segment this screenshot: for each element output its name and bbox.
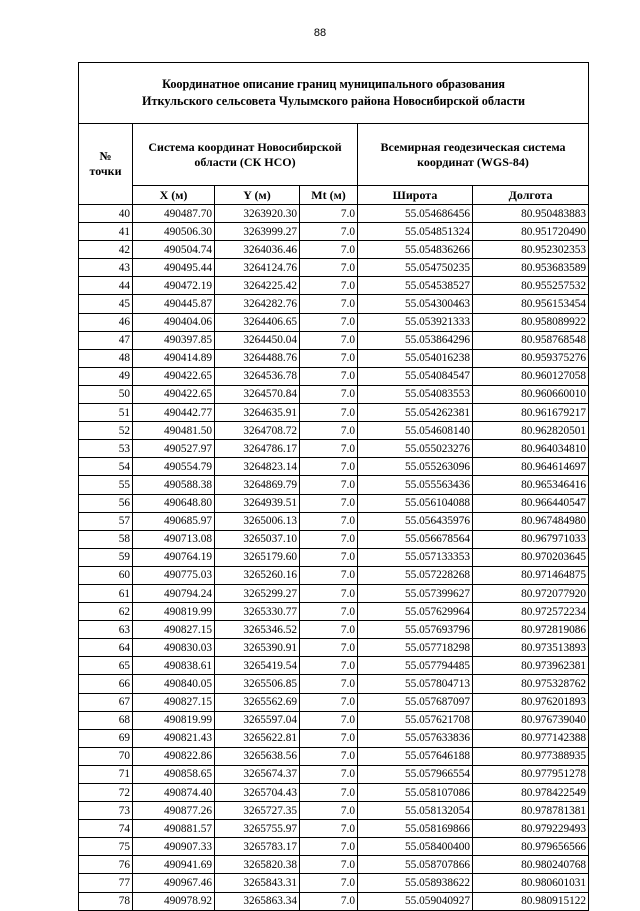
cell-point-number: 71 — [79, 765, 133, 783]
cell-latitude: 55.057399627 — [358, 584, 473, 602]
cell-point-number: 48 — [79, 349, 133, 367]
cell-latitude: 55.057687097 — [358, 693, 473, 711]
header-mt: Mt (м) — [300, 186, 358, 205]
cell-latitude: 55.058107086 — [358, 784, 473, 802]
cell-y: 3264282.76 — [215, 295, 300, 313]
cell-x: 490874.40 — [133, 784, 215, 802]
cell-x: 490442.77 — [133, 404, 215, 422]
table-row — [79, 295, 589, 313]
cell-latitude: 55.054084547 — [358, 367, 473, 385]
cell-longitude: 80.978422549 — [473, 784, 589, 802]
cell-y: 3265179.60 — [215, 548, 300, 566]
cell-y: 3265622.81 — [215, 729, 300, 747]
cell-mt: 7.0 — [300, 892, 358, 910]
cell-point-number: 58 — [79, 530, 133, 548]
table-row — [79, 349, 589, 367]
cell-latitude: 55.057718298 — [358, 639, 473, 657]
cell-latitude: 55.055023276 — [358, 440, 473, 458]
cell-x: 490877.26 — [133, 802, 215, 820]
cell-x: 490858.65 — [133, 765, 215, 783]
cell-y: 3264786.17 — [215, 440, 300, 458]
table-row — [79, 874, 589, 892]
cell-point-number: 72 — [79, 784, 133, 802]
cell-longitude: 80.966440547 — [473, 494, 589, 512]
cell-x: 490821.43 — [133, 729, 215, 747]
title-line-2: Иткульского сельсовета Чулымского района Новосибирской области — [142, 94, 526, 108]
table-row — [79, 765, 589, 783]
table-row — [79, 331, 589, 349]
cell-x: 490527.97 — [133, 440, 215, 458]
cell-longitude: 80.972572234 — [473, 603, 589, 621]
cell-point-number: 53 — [79, 440, 133, 458]
cell-x: 490907.33 — [133, 838, 215, 856]
cell-point-number: 50 — [79, 385, 133, 403]
cell-point-number: 76 — [79, 856, 133, 874]
table-row — [79, 440, 589, 458]
header-wgs-line-1: Всемирная геодезическая система — [380, 139, 566, 154]
cell-point-number: 57 — [79, 512, 133, 530]
cell-latitude: 55.057633836 — [358, 729, 473, 747]
cell-longitude: 80.970203645 — [473, 548, 589, 566]
cell-mt: 7.0 — [300, 241, 358, 259]
cell-latitude: 55.056104088 — [358, 494, 473, 512]
title-line-1: Координатное описание границ муниципального образования — [162, 77, 505, 91]
page-number: 88 — [313, 27, 327, 39]
cell-latitude: 55.058132054 — [358, 802, 473, 820]
cell-x: 490685.97 — [133, 512, 215, 530]
table-row — [79, 259, 589, 277]
cell-mt: 7.0 — [300, 422, 358, 440]
cell-mt: 7.0 — [300, 657, 358, 675]
cell-point-number: 77 — [79, 874, 133, 892]
cell-longitude: 80.959375276 — [473, 349, 589, 367]
cell-point-number: 49 — [79, 367, 133, 385]
table-row — [79, 675, 589, 693]
cell-latitude: 55.058707866 — [358, 856, 473, 874]
table-row — [79, 566, 589, 584]
cell-latitude: 55.056678564 — [358, 530, 473, 548]
cell-y: 3264406.65 — [215, 313, 300, 331]
cell-mt: 7.0 — [300, 747, 358, 765]
cell-latitude: 55.057621708 — [358, 711, 473, 729]
cell-point-number: 44 — [79, 277, 133, 295]
table-row — [79, 729, 589, 747]
cell-y: 3264225.42 — [215, 277, 300, 295]
cell-x: 490588.38 — [133, 476, 215, 494]
table-row — [79, 693, 589, 711]
header-local-line-1: Система координат Новосибирской — [148, 139, 342, 154]
cell-x: 490827.15 — [133, 693, 215, 711]
cell-latitude: 55.054083553 — [358, 385, 473, 403]
cell-longitude: 80.952302353 — [473, 241, 589, 259]
cell-y: 3264635.91 — [215, 404, 300, 422]
cell-longitude: 80.980915122 — [473, 892, 589, 910]
cell-longitude: 80.977388935 — [473, 747, 589, 765]
cell-longitude: 80.977142388 — [473, 729, 589, 747]
cell-longitude: 80.973962381 — [473, 657, 589, 675]
cell-mt: 7.0 — [300, 494, 358, 512]
cell-mt: 7.0 — [300, 205, 358, 223]
cell-point-number: 40 — [79, 205, 133, 223]
table-row — [79, 404, 589, 422]
cell-latitude: 55.058400400 — [358, 838, 473, 856]
cell-mt: 7.0 — [300, 530, 358, 548]
cell-point-number: 55 — [79, 476, 133, 494]
cell-x: 490422.65 — [133, 367, 215, 385]
header-point-word: точки — [89, 164, 122, 178]
cell-mt: 7.0 — [300, 385, 358, 403]
table-row — [79, 422, 589, 440]
cell-x: 490397.85 — [133, 331, 215, 349]
cell-longitude: 80.956153454 — [473, 295, 589, 313]
cell-y: 3265299.27 — [215, 584, 300, 602]
cell-latitude: 55.054300463 — [358, 295, 473, 313]
header-local-system — [133, 124, 358, 186]
cell-longitude: 80.967484980 — [473, 512, 589, 530]
cell-x: 490775.03 — [133, 566, 215, 584]
cell-x: 490481.50 — [133, 422, 215, 440]
cell-mt: 7.0 — [300, 874, 358, 892]
table-row — [79, 856, 589, 874]
cell-mt: 7.0 — [300, 711, 358, 729]
cell-x: 490504.74 — [133, 241, 215, 259]
table-row — [79, 784, 589, 802]
cell-latitude: 55.057804713 — [358, 675, 473, 693]
cell-x: 490978.92 — [133, 892, 215, 910]
cell-longitude: 80.964034810 — [473, 440, 589, 458]
cell-point-number: 43 — [79, 259, 133, 277]
cell-y: 3265820.38 — [215, 856, 300, 874]
cell-x: 490487.70 — [133, 205, 215, 223]
table-row — [79, 313, 589, 331]
header-longitude: Долгота — [473, 186, 589, 205]
cell-x: 490554.79 — [133, 458, 215, 476]
cell-y: 3265638.56 — [215, 747, 300, 765]
cell-mt: 7.0 — [300, 765, 358, 783]
cell-latitude: 55.057133353 — [358, 548, 473, 566]
cell-y: 3264124.76 — [215, 259, 300, 277]
table-row — [79, 277, 589, 295]
cell-x: 490941.69 — [133, 856, 215, 874]
table-row — [79, 530, 589, 548]
table-row — [79, 458, 589, 476]
cell-longitude: 80.979229493 — [473, 820, 589, 838]
cell-y: 3265597.04 — [215, 711, 300, 729]
table-row — [79, 385, 589, 403]
cell-mt: 7.0 — [300, 349, 358, 367]
cell-longitude: 80.951720490 — [473, 223, 589, 241]
cell-y: 3263920.30 — [215, 205, 300, 223]
cell-x: 490827.15 — [133, 621, 215, 639]
cell-latitude: 55.053864296 — [358, 331, 473, 349]
cell-x: 490830.03 — [133, 639, 215, 657]
header-point-symbol: № — [99, 149, 112, 163]
cell-y: 3265863.34 — [215, 892, 300, 910]
cell-mt: 7.0 — [300, 295, 358, 313]
cell-longitude: 80.960127058 — [473, 367, 589, 385]
cell-longitude: 80.961679217 — [473, 404, 589, 422]
cell-longitude: 80.979656566 — [473, 838, 589, 856]
cell-point-number: 62 — [79, 603, 133, 621]
cell-y: 3265390.91 — [215, 639, 300, 657]
cell-longitude: 80.976201893 — [473, 693, 589, 711]
cell-y: 3264570.84 — [215, 385, 300, 403]
cell-point-number: 67 — [79, 693, 133, 711]
cell-point-number: 41 — [79, 223, 133, 241]
cell-x: 490967.46 — [133, 874, 215, 892]
cell-latitude: 55.054836266 — [358, 241, 473, 259]
table-row — [79, 584, 589, 602]
cell-mt: 7.0 — [300, 729, 358, 747]
cell-mt: 7.0 — [300, 476, 358, 494]
cell-latitude: 55.057693796 — [358, 621, 473, 639]
cell-x: 490414.89 — [133, 349, 215, 367]
cell-mt: 7.0 — [300, 820, 358, 838]
cell-x: 490713.08 — [133, 530, 215, 548]
table-row — [79, 892, 589, 910]
cell-point-number: 61 — [79, 584, 133, 602]
cell-x: 490819.99 — [133, 603, 215, 621]
cell-y: 3265419.54 — [215, 657, 300, 675]
cell-point-number: 46 — [79, 313, 133, 331]
cell-latitude: 55.055563436 — [358, 476, 473, 494]
cell-y: 3265783.17 — [215, 838, 300, 856]
cell-longitude: 80.972077920 — [473, 584, 589, 602]
cell-mt: 7.0 — [300, 277, 358, 295]
table-row — [79, 367, 589, 385]
table-row — [79, 603, 589, 621]
cell-longitude: 80.964614697 — [473, 458, 589, 476]
cell-latitude: 55.058938622 — [358, 874, 473, 892]
cell-mt: 7.0 — [300, 566, 358, 584]
cell-mt: 7.0 — [300, 693, 358, 711]
table-row — [79, 512, 589, 530]
cell-point-number: 52 — [79, 422, 133, 440]
header-wgs-line-2: координат (WGS-84) — [417, 154, 529, 169]
cell-y: 3265506.85 — [215, 675, 300, 693]
cell-y: 3265037.10 — [215, 530, 300, 548]
table-row — [79, 838, 589, 856]
cell-mt: 7.0 — [300, 675, 358, 693]
cell-y: 3264708.72 — [215, 422, 300, 440]
table-row — [79, 241, 589, 259]
cell-point-number: 73 — [79, 802, 133, 820]
cell-longitude: 80.965346416 — [473, 476, 589, 494]
cell-y: 3265006.13 — [215, 512, 300, 530]
table-row — [79, 476, 589, 494]
cell-point-number: 70 — [79, 747, 133, 765]
cell-x: 490822.86 — [133, 747, 215, 765]
header-local-line-2: области (СК НСО) — [194, 154, 296, 169]
cell-point-number: 59 — [79, 548, 133, 566]
cell-latitude: 55.054686456 — [358, 205, 473, 223]
cell-mt: 7.0 — [300, 331, 358, 349]
cell-x: 490404.06 — [133, 313, 215, 331]
cell-longitude: 80.962820501 — [473, 422, 589, 440]
cell-latitude: 55.057794485 — [358, 657, 473, 675]
cell-longitude: 80.950483883 — [473, 205, 589, 223]
cell-longitude: 80.977951278 — [473, 765, 589, 783]
header-wgs-system — [358, 124, 589, 186]
cell-latitude: 55.054851324 — [358, 223, 473, 241]
cell-mt: 7.0 — [300, 584, 358, 602]
table-row — [79, 223, 589, 241]
header-x: X (м) — [133, 186, 215, 205]
cell-mt: 7.0 — [300, 458, 358, 476]
cell-y: 3265346.52 — [215, 621, 300, 639]
cell-latitude: 55.059040927 — [358, 892, 473, 910]
cell-y: 3264939.51 — [215, 494, 300, 512]
cell-longitude: 80.971464875 — [473, 566, 589, 584]
cell-y: 3265562.69 — [215, 693, 300, 711]
cell-latitude: 55.053921333 — [358, 313, 473, 331]
cell-latitude: 55.057966554 — [358, 765, 473, 783]
cell-point-number: 68 — [79, 711, 133, 729]
table-row — [79, 494, 589, 512]
cell-y: 3265843.31 — [215, 874, 300, 892]
cell-longitude: 80.960660010 — [473, 385, 589, 403]
cell-latitude: 55.054750235 — [358, 259, 473, 277]
cell-latitude: 55.056435976 — [358, 512, 473, 530]
cell-mt: 7.0 — [300, 223, 358, 241]
cell-point-number: 56 — [79, 494, 133, 512]
cell-x: 490838.61 — [133, 657, 215, 675]
cell-y: 3263999.27 — [215, 223, 300, 241]
cell-mt: 7.0 — [300, 639, 358, 657]
cell-mt: 7.0 — [300, 784, 358, 802]
cell-y: 3265727.35 — [215, 802, 300, 820]
table-row — [79, 639, 589, 657]
cell-point-number: 65 — [79, 657, 133, 675]
cell-y: 3265260.16 — [215, 566, 300, 584]
cell-latitude: 55.054608140 — [358, 422, 473, 440]
cell-latitude: 55.058169866 — [358, 820, 473, 838]
cell-longitude: 80.980601031 — [473, 874, 589, 892]
cell-point-number: 64 — [79, 639, 133, 657]
cell-y: 3264036.46 — [215, 241, 300, 259]
cell-mt: 7.0 — [300, 838, 358, 856]
cell-latitude: 55.057629964 — [358, 603, 473, 621]
cell-y: 3264823.14 — [215, 458, 300, 476]
cell-latitude: 55.057646188 — [358, 747, 473, 765]
table-row — [79, 820, 589, 838]
cell-y: 3264536.78 — [215, 367, 300, 385]
table-row — [79, 621, 589, 639]
cell-x: 490648.80 — [133, 494, 215, 512]
cell-longitude: 80.967971033 — [473, 530, 589, 548]
cell-longitude: 80.980240768 — [473, 856, 589, 874]
table-row — [79, 802, 589, 820]
cell-y: 3264488.76 — [215, 349, 300, 367]
cell-x: 490764.19 — [133, 548, 215, 566]
table-row — [79, 548, 589, 566]
cell-point-number: 66 — [79, 675, 133, 693]
cell-x: 490840.05 — [133, 675, 215, 693]
cell-mt: 7.0 — [300, 802, 358, 820]
header-point-number — [79, 124, 133, 205]
cell-longitude: 80.953683589 — [473, 259, 589, 277]
cell-longitude: 80.978781381 — [473, 802, 589, 820]
cell-point-number: 54 — [79, 458, 133, 476]
cell-point-number: 63 — [79, 621, 133, 639]
cell-latitude: 55.054538527 — [358, 277, 473, 295]
table-title — [79, 63, 589, 124]
cell-longitude: 80.958768548 — [473, 331, 589, 349]
cell-x: 490472.19 — [133, 277, 215, 295]
cell-mt: 7.0 — [300, 313, 358, 331]
table-row — [79, 657, 589, 675]
cell-mt: 7.0 — [300, 856, 358, 874]
cell-point-number: 74 — [79, 820, 133, 838]
cell-point-number: 78 — [79, 892, 133, 910]
cell-y: 3264450.04 — [215, 331, 300, 349]
header-y: Y (м) — [215, 186, 300, 205]
cell-longitude: 80.975328762 — [473, 675, 589, 693]
cell-latitude: 55.055263096 — [358, 458, 473, 476]
cell-mt: 7.0 — [300, 512, 358, 530]
cell-longitude: 80.976739040 — [473, 711, 589, 729]
coordinates-table — [78, 62, 589, 911]
cell-longitude: 80.973513893 — [473, 639, 589, 657]
cell-x: 490422.65 — [133, 385, 215, 403]
cell-x: 490445.87 — [133, 295, 215, 313]
cell-point-number: 51 — [79, 404, 133, 422]
cell-y: 3265755.97 — [215, 820, 300, 838]
cell-x: 490506.30 — [133, 223, 215, 241]
cell-latitude: 55.057228268 — [358, 566, 473, 584]
cell-longitude: 80.972819086 — [473, 621, 589, 639]
cell-mt: 7.0 — [300, 404, 358, 422]
cell-longitude: 80.955257532 — [473, 277, 589, 295]
cell-mt: 7.0 — [300, 621, 358, 639]
cell-latitude: 55.054262381 — [358, 404, 473, 422]
cell-mt: 7.0 — [300, 367, 358, 385]
cell-point-number: 45 — [79, 295, 133, 313]
cell-mt: 7.0 — [300, 259, 358, 277]
cell-longitude: 80.958089922 — [473, 313, 589, 331]
cell-point-number: 69 — [79, 729, 133, 747]
cell-point-number: 47 — [79, 331, 133, 349]
cell-y: 3265330.77 — [215, 603, 300, 621]
cell-point-number: 75 — [79, 838, 133, 856]
cell-point-number: 42 — [79, 241, 133, 259]
cell-x: 490495.44 — [133, 259, 215, 277]
cell-x: 490881.57 — [133, 820, 215, 838]
table-row — [79, 747, 589, 765]
cell-point-number: 60 — [79, 566, 133, 584]
cell-x: 490819.99 — [133, 711, 215, 729]
cell-mt: 7.0 — [300, 440, 358, 458]
cell-y: 3265704.43 — [215, 784, 300, 802]
cell-y: 3265674.37 — [215, 765, 300, 783]
cell-mt: 7.0 — [300, 548, 358, 566]
cell-mt: 7.0 — [300, 603, 358, 621]
cell-y: 3264869.79 — [215, 476, 300, 494]
table-row — [79, 711, 589, 729]
table-row — [79, 205, 589, 223]
header-latitude: Широта — [358, 186, 473, 205]
cell-latitude: 55.054016238 — [358, 349, 473, 367]
cell-x: 490794.24 — [133, 584, 215, 602]
